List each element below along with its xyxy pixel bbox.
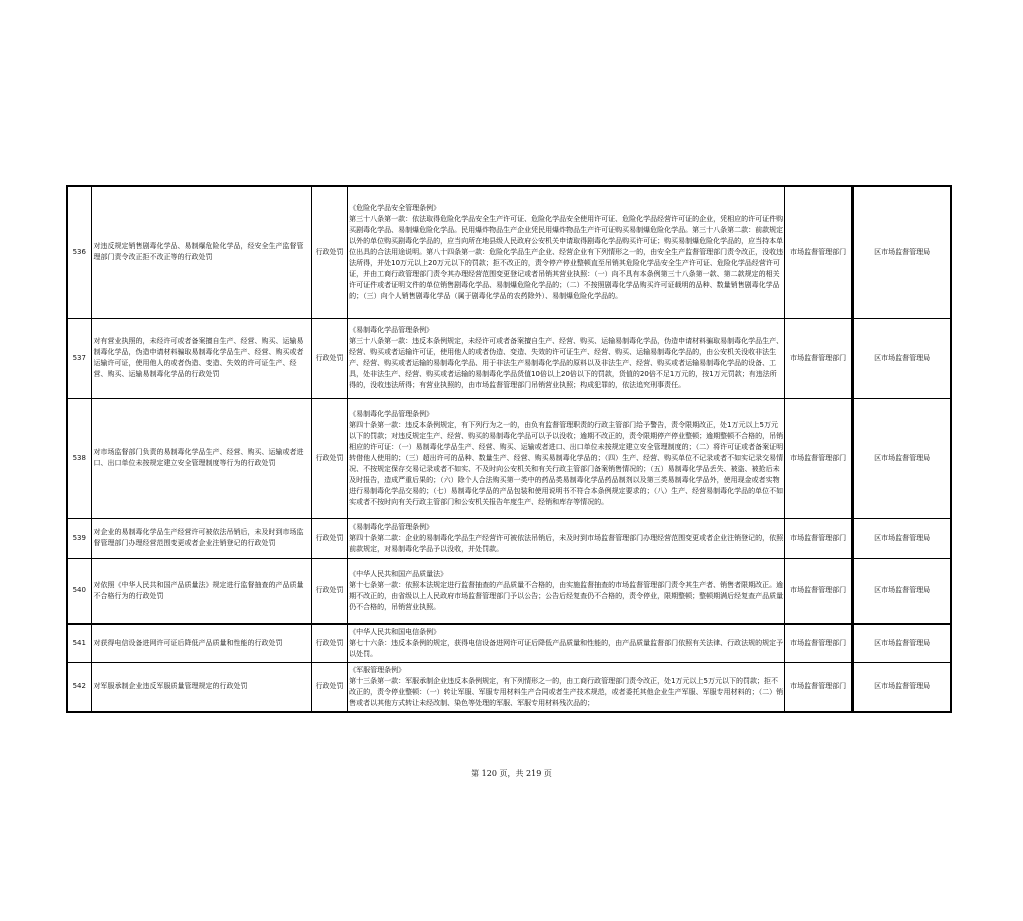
item-type: 行政处罚 bbox=[312, 558, 348, 624]
responsible-department: 市场监督管理部门 bbox=[785, 558, 853, 624]
row-number: 536 bbox=[67, 186, 91, 318]
table-row bbox=[67, 186, 951, 318]
responsible-department: 市场监督管理部门 bbox=[785, 318, 853, 398]
basis-text: 第七十六条：违反本条例的规定，获得电信设备进网许可证后降低产品质量和性能的，由产品质量监督部门依照有关法律、行政法规的规定予以处罚。 bbox=[349, 638, 784, 658]
basis-title: 《军服管理条例》 bbox=[349, 665, 406, 674]
basis-title: 《中华人民共和国电信条例》 bbox=[349, 627, 441, 636]
table-row bbox=[67, 318, 951, 398]
item-type: 行政处罚 bbox=[312, 518, 348, 558]
item-name: 对市场监督部门负责的易制毒化学品生产、经营、购买、运输或者进口、出口单位未按规定建立安全管理制度等行为的行政处罚 bbox=[91, 398, 311, 518]
responsible-department: 市场监督管理部门 bbox=[785, 398, 853, 518]
basis-text: 第四十条第二款：企业的易制毒化学品生产经营许可被依法吊销后，未及时到市场监督管理部门办理经营范围变更或者企业注销登记的，依照前款规定，对易制毒化学品予以没收，并处罚款。 bbox=[349, 533, 784, 553]
legal-basis bbox=[348, 318, 785, 398]
basis-text: 第三十八条第一款：违反本条例规定，未经许可或者备案擅自生产、经营、购买、运输易制毒化学品，伪造申请材料骗取易制毒化学品生产、经营、购买或者运输许可证，使用他人的或者伪造、变造、失效的许可证生产、经营、购买、运输易制毒化学品的，由公安机关没收非法生产、经营、购买或者运输的易制毒化学品、用于非法生产易制毒化学品的原料以及非法生产、经营、购买或者运输易制毒化学品的设备、工具，处非法生产、经营、购买或者运输的易制毒化学品货值10倍以上20倍以下的罚款，货值的20倍不足1万元的，按1万元罚款；有违法所得的，没收违法所得；有营业执照的，由市场监督管理部门吊销营业执照；构成犯罪的，依法追究刑事责任。 bbox=[349, 337, 784, 389]
item-name: 对有营业执照的，未经许可或者备案擅自生产、经营、购买、运输易制毒化学品，伪造申请材料骗取易制毒化学品生产、经营、购买或者运输许可证，使用他人的或者伪造、变造、失效的许可证生产、经营、购买、运输易制毒化学品的行政处罚 bbox=[91, 318, 311, 398]
item-type: 行政处罚 bbox=[312, 186, 348, 318]
responsible-department: 市场监督管理部门 bbox=[785, 186, 853, 318]
responsible-department: 市场监督管理部门 bbox=[785, 518, 853, 558]
implementing-level: 区市场监督管理局 bbox=[853, 662, 951, 712]
responsible-department: 市场监督管理部门 bbox=[785, 662, 853, 712]
table-row bbox=[67, 662, 951, 712]
item-type: 行政处罚 bbox=[312, 318, 348, 398]
item-name: 对获得电信设备进网许可证后降低产品质量和性能的行政处罚 bbox=[91, 624, 311, 662]
item-name: 对企业的易制毒化学品生产经营许可被依法吊销后，未及时到市场监督管理部门办理经营范围变更或者企业注销登记的行政处罚 bbox=[91, 518, 311, 558]
row-number: 538 bbox=[67, 398, 91, 518]
basis-text: 第十三条第一款：军服承制企业违反本条例规定，有下列情形之一的，由工商行政管理部门责令改正，处1万元以上5万元以下的罚款；拒不改正的，责令停业整顿：（一）转让军服、军服专用材料生产合同或者生产技术规范，或者委托其他企业生产军服、军服专用材料的；（二）销售或者以其他方式转让未经改制、染色等处理的军服、军服专用材料残次品的； bbox=[349, 676, 784, 707]
basis-title: 《易制毒化学品管理条例》 bbox=[349, 522, 434, 531]
table-row bbox=[67, 398, 951, 518]
row-number: 539 bbox=[67, 518, 91, 558]
implementing-level: 区市场监督管理局 bbox=[853, 518, 951, 558]
basis-text: 第三十八条第一款：依法取得危险化学品安全生产许可证、危险化学品安全使用许可证、危险化学品经营许可证的企业，凭相应的许可证件购买剧毒化学品、易制爆危险化学品。民用爆炸物品生产企业凭民用爆炸物品生产许可证购买易制爆危险化学品。第三十八条第二款：前款规定以外的单位购买剧毒化学品的，应当向所在地县级人民政府公安机关申请取得剧毒化学品购买许可证；购买易制爆危险化学品的，应当持本单位出具的合法用途说明。第八十四条第一款：危险化学品生产企业、经营企业有下列情形之一的，由安全生产监督管理部门责令改正，没收违法所得，并处10万元以上20万元以下的罚款；拒不改正的，责令停产停业整顿直至吊销其危险化学品安全生产许可证、危险化学品经营许可证，并由工商行政管理部门责令其办理经营范围变更登记或者吊销其营业执照：（一）向不具有本条例第三十八条第一款、第二款规定的相关许可证件或者证明文件的单位销售剧毒化学品、易制爆危险化学品的；（二）不按照剧毒化学品购买许可证载明的品种、数量销售剧毒化学品的；（三）向个人销售剧毒化学品（属于剧毒化学品的农药除外）、易制爆危险化学品的。 bbox=[349, 214, 784, 300]
item-type: 行政处罚 bbox=[312, 662, 348, 712]
legal-basis bbox=[348, 186, 785, 318]
legal-basis bbox=[348, 518, 785, 558]
item-name: 对军服承制企业违反军服质量管理规定的行政处罚 bbox=[91, 662, 311, 712]
basis-title: 《危险化学品安全管理条例》 bbox=[349, 203, 441, 212]
basis-title: 《易制毒化学品管理条例》 bbox=[349, 409, 434, 418]
row-number: 537 bbox=[67, 318, 91, 398]
basis-title: 《易制毒化学品管理条例》 bbox=[349, 326, 434, 334]
implementing-level: 区市场监督管理局 bbox=[853, 186, 951, 318]
implementing-level: 区市场监督管理局 bbox=[853, 624, 951, 662]
row-number: 541 bbox=[67, 624, 91, 662]
item-name: 对违反规定销售剧毒化学品、易制爆危险化学品，经安全生产监督管理部门责令改正拒不改正等的行政处罚 bbox=[91, 186, 311, 318]
basis-title: 《中华人民共和国产品质量法》 bbox=[349, 569, 448, 578]
row-number: 542 bbox=[67, 662, 91, 712]
enforcement-list-table bbox=[66, 185, 952, 713]
item-type: 行政处罚 bbox=[312, 398, 348, 518]
table-row bbox=[67, 518, 951, 558]
legal-basis bbox=[348, 662, 785, 712]
legal-basis bbox=[348, 558, 785, 624]
responsible-department: 市场监督管理部门 bbox=[785, 624, 853, 662]
item-type: 行政处罚 bbox=[312, 624, 348, 662]
implementing-level: 区市场监督管理局 bbox=[853, 318, 951, 398]
basis-text: 第十七条第一款：依照本法规定进行监督抽查的产品质量不合格的，由实施监督抽查的市场监督管理部门责令其生产者、销售者限期改正。逾期不改正的，由省级以上人民政府市场监督管理部门予以公告；公告后经复查仍不合格的，责令停业，限期整顿；整顿期满后经复查产品质量仍不合格的，吊销营业执照。 bbox=[349, 580, 784, 611]
row-number: 540 bbox=[67, 558, 91, 624]
item-name: 对依照《中华人民共和国产品质量法》规定进行监督抽查的产品质量不合格行为的行政处罚 bbox=[91, 558, 311, 624]
table-row bbox=[67, 558, 951, 624]
legal-basis bbox=[348, 624, 785, 662]
basis-text: 第四十条第一款：违反本条例规定，有下列行为之一的，由负有监督管理职责的行政主管部门给予警告，责令限期改正，处1万元以上5万元以下的罚款；对违反规定生产、经营、购买的易制毒化学品可以予以没收；逾期不改正的，责令限期停产停业整顿；逾期整顿不合格的，吊销相应的许可证：（一）易制毒化学品生产、经营、购买、运输或者进口、出口单位未按规定建立安全管理制度的；（二）将许可证或者备案证明转借他人使用的；（三）超出许可的品种、数量生产、经营、购买易制毒化学品的；（四）生产、经营、购买单位不记录或者不如实记录交易情况、不按规定保存交易记录或者不如实、不及时向公安机关和有关行政主管部门备案销售情况的；（五）易制毒化学品丢失、被盗、被抢后未及时报告，造成严重后果的；（六）除个人合法购买第一类中的药品类易制毒化学品药品制剂以及第三类易制毒化学品外，使用现金或者实物进行易制毒化学品交易的；（七）易制毒化学品的产品包装和使用说明书不符合本条例规定要求的；（八）生产、经营易制毒化学品的单位不如实或者不按时向有关行政主管部门和公安机关报告年度生产、经销和库存等情况的。 bbox=[349, 420, 784, 506]
legal-basis bbox=[348, 398, 785, 518]
page-number-footer: 第 120 页，共 219 页 bbox=[471, 769, 552, 778]
table-row bbox=[67, 624, 951, 662]
implementing-level: 区市场监督管理局 bbox=[853, 398, 951, 518]
implementing-level: 区市场监督管理局 bbox=[853, 558, 951, 624]
